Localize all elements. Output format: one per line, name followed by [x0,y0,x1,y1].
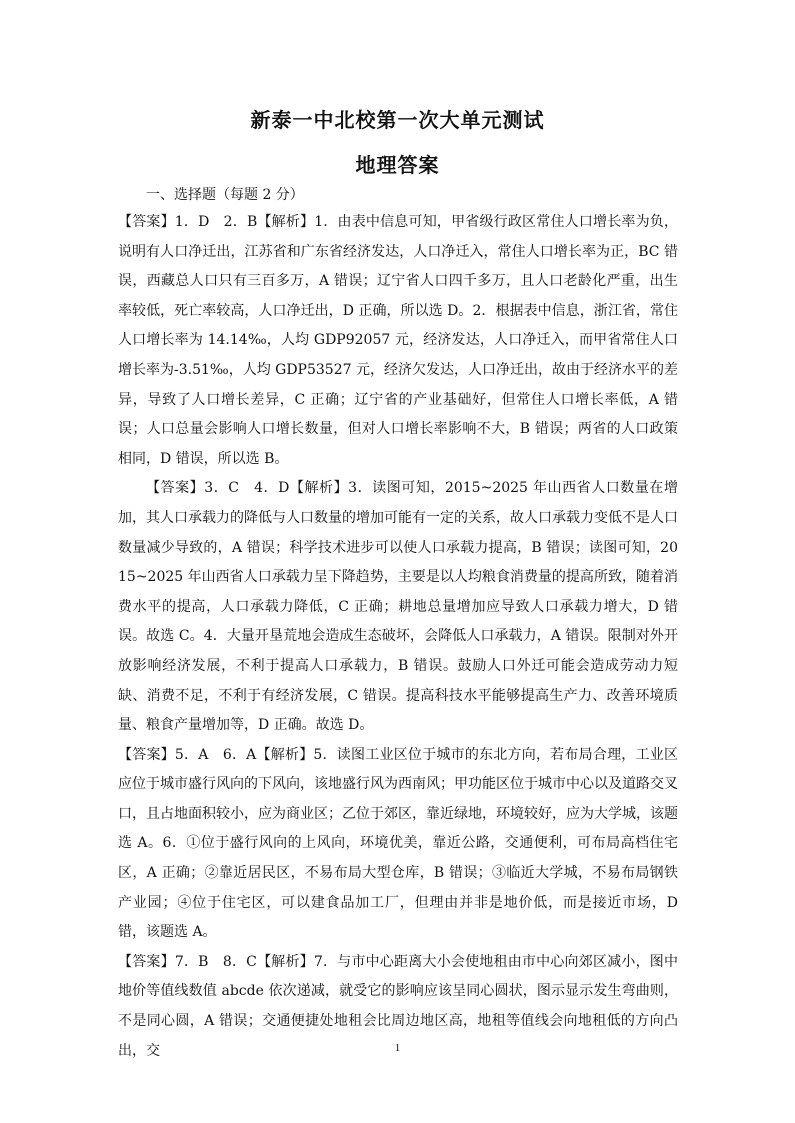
answer-paragraph-1-2: 【答案】1．D 2．B【解析】1．由表中信息可知，甲省级行政区常住人口增长率为负，说明有人口净迁出，江苏省和广东省经济发达，人口净迁入，常住人口增长率为正，BC 错误，西藏总人口只有三百多万，A 错误；辽宁省人口四千多万，且人口老龄化严重，出生率较低，死亡率较高，人口净迁出，D 正确，所以选 D。2．根据表中信息，浙江省，常住人口增长率为 14.14‰，人均 GDP92057 元，经济发达，人口净迁入，而甲省常住人口增长率为-3.51‰，人均 GDP53527 元，经济欠发达，人口净迁出，故由于经济水平的差异，导致了人口增长差异，C 正确；辽宁省的产业基础好，但常住人口增长率低，A 错误；人口总量会影响人口增长数量，但对人口增长率影响不大，B 错误；两省的人口政策相同，D 错误，所以选 B。 [118,214,678,467]
answer-paragraph-5-6: 【答案】5．A 6．A【解析】5．读图工业区位于城市的东北方向，若布局合理，工业区应位于城市盛行风向的下风向，该地盛行风为西南风；甲功能区位于城市中心以及道路交叉口，且占地面积较小，应为商业区；乙位于郊区，靠近绿地，环境较好，应为大学城，该题选 A。6．①位于盛行风向的上风向，环境优美，靠近公路，交通便利，可布局高档住宅区，A 正确；②靠近居民区，不易布局大型仓库，B 错误；③临近大学城，不易布局钢铁产业园；④位于住宅区，可以建食品加工厂，但理由并非是地价低，而是接近市场，D 错，该题选 A。 [118,746,678,941]
section-heading: 一、选择题（每题 2 分） [146,187,304,203]
answer-paragraph-7-8: 【答案】7．B 8．C【解析】7．与市中心距离大小会使地租由市中心向郊区减小，图中地价等值线数值 abcde 依次递减，就受它的影响应该呈同心圆状，图示显示发生弯曲则，不是同心圆，A 错误；交通便捷处地租会比周边地区高，地租等值线会向地租低的方向凸出，交 [118,953,678,1059]
document-title: 新泰一中北校第一次大单元测试 [250,108,545,132]
document-subtitle: 地理答案 [355,153,440,177]
answer-paragraph-3-4: 【答案】3．C 4．D【解析】3．读图可知，2015~2025 年山西省人口数量在增加，其人口承载力的降低与人口数量的增加可能有一定的关系，故人口承载力变低不是人口数量减少导致的，A 错误；科学技术进步可以使人口承载力提高，B 错误；读图可知，2015~2025 年山西省人口承载力呈下降趋势，主要是以人均粮食消费量的提高所致，随着消费水平的提高，人口承载力降低，C 正确；耕地总量增加应导致人口承载力增大，D 错误。故选 C。4．大量开垦荒地会造成生态破坏，会降低人口承载力，A 错误。限制对外开放影响经济发展，不利于提高人口承载力，B 错误。鼓励人口外迁可能会造成劳动力短缺、消费不足，不利于有经济发展，C 错误。提高科技水平能够提高生产力、改善环境质量、粮食产量增加等，D 正确。故选 D。 [118,480,678,734]
page-number: 1 [394,1042,401,1054]
answer-body [118,208,678,1066]
